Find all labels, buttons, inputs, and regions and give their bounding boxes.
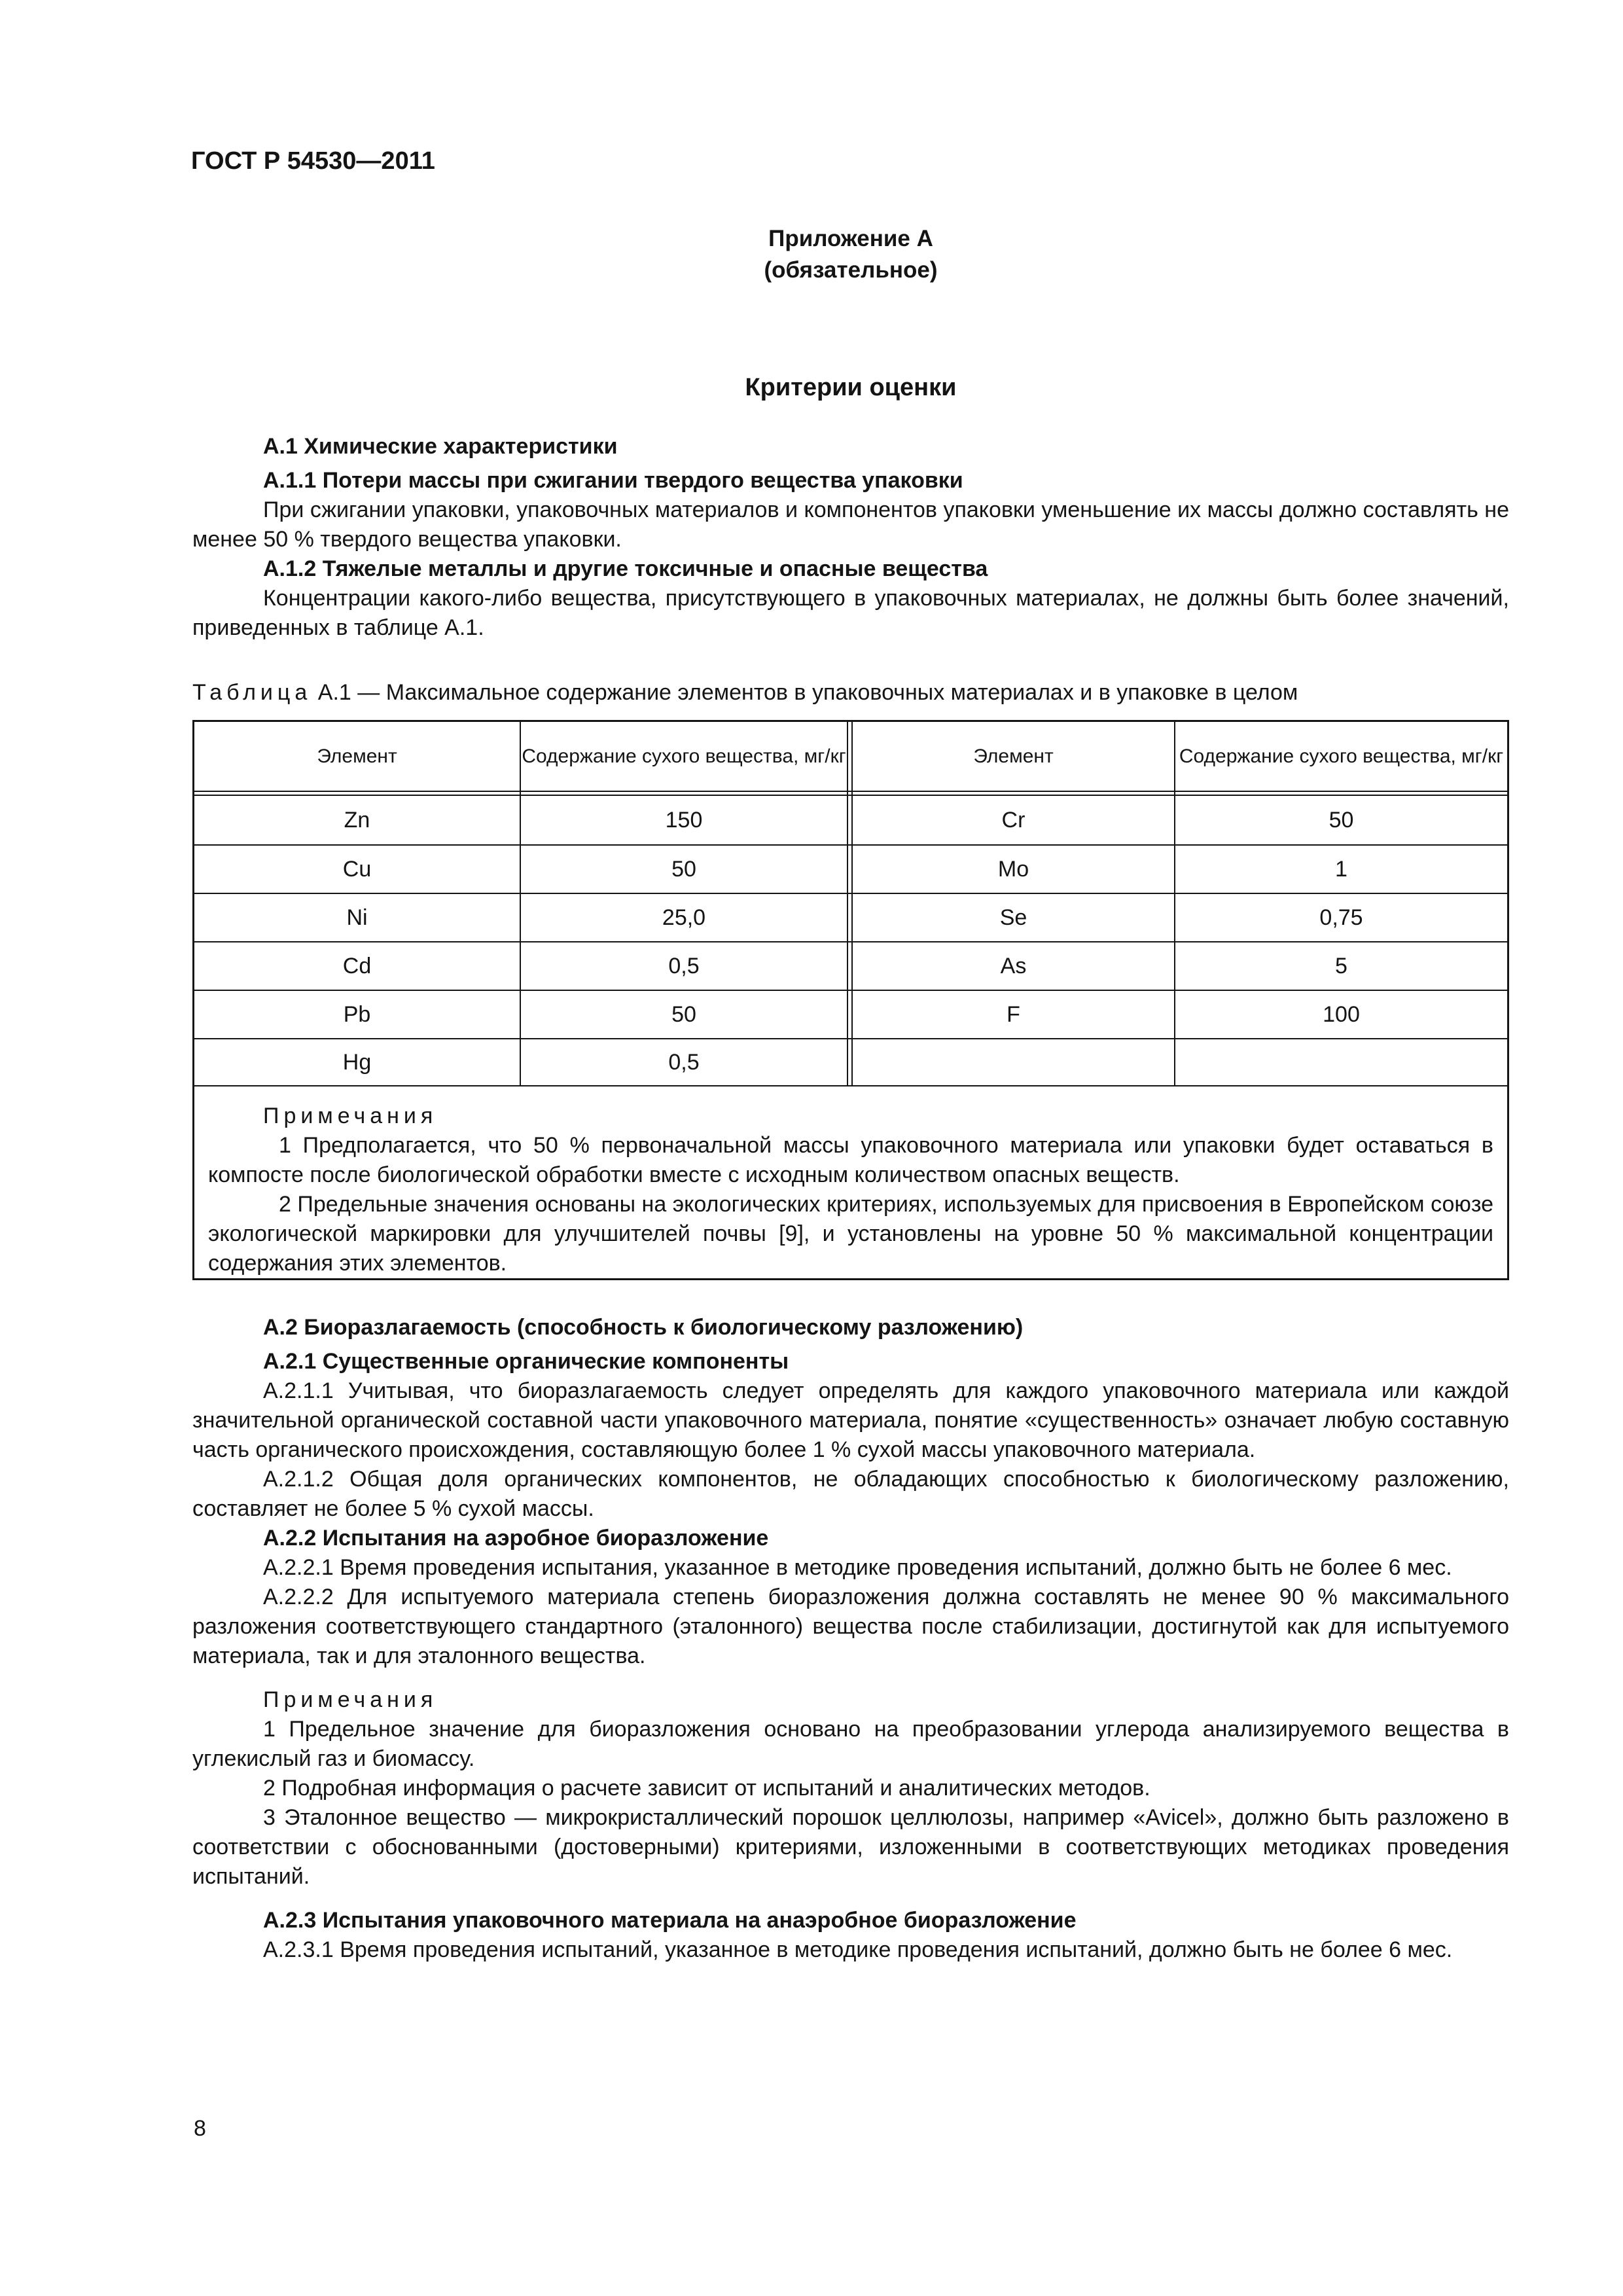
table-cell: As (1000, 953, 1027, 978)
table-cell: Se (999, 905, 1027, 930)
table-caption (192, 678, 1509, 708)
table-cell: 0,5 (668, 1049, 700, 1075)
table-cell: Ni (346, 905, 368, 930)
section-a21-title: А.2.1 Существенные органические компоненты (263, 1349, 789, 1374)
table-header-element-2: Элемент (973, 745, 1054, 767)
paragraph-a211: А.2.1.1 Учитывая, что биоразлагаемость следует определять для каждого упаковочного материала или каждой значительной органической составной части упаковочного материала, понятие «существенность» означает любую составную часть органического происхождения, составляющую более 1 % сухой массы упаковочного материала. (192, 1378, 1509, 1462)
table-cell: 0,5 (668, 953, 700, 978)
table-cell: 150 (665, 807, 703, 833)
section-a22-note: 1 Предельное значение для биоразложения основано на преобразовании углерода анализируемого вещества в углекислый газ и биомассу. (192, 1717, 1509, 1771)
table-header-content-2: Содержание сухого вещества, мг/кг (1179, 745, 1504, 767)
section-a2-title: А.2 Биоразлагаемость (способность к биологическому разложению) (263, 1315, 1024, 1340)
section-a22-title: А.2.2 Испытания на аэробное биоразложение (263, 1526, 769, 1551)
table-notes (208, 1102, 1493, 1278)
table-cell: Cd (342, 953, 372, 978)
table-cell: 0,75 (1319, 905, 1363, 930)
table-cell: 1 (1335, 856, 1347, 882)
section-a22-note: 3 Эталонное вещество — микрокристаллический порошок целлюлозы, например «Avicel», должно быть разложено в соответствии с обоснованными (достоверными) критериями, изложенными в соответствующих методиках проведения испытаний. (192, 1805, 1509, 1889)
annex-title: Приложение А (768, 226, 933, 251)
table-cell: 50 (1329, 807, 1354, 833)
table-notes-title: Примечания (263, 1103, 438, 1128)
table-header-content-1: Содержание сухого вещества, мг/кг (522, 745, 846, 767)
table-cell: 5 (1335, 953, 1347, 978)
annex-type: (обязательное) (764, 257, 938, 283)
paragraph-a212: А.2.1.2 Общая доля органических компонентов, не обладающих способностью к биологическому разложению, составляет не более 5 % сухой массы. (192, 1467, 1509, 1521)
table-note: 2 Предельные значения основаны на экологических критериях, используемых для присвоения в Европейском союзе экологической маркировки для улучшителей почвы [9], и установлены на уровне 50 % максимальной концентрации содержания этих элементов. (208, 1192, 1493, 1276)
table-cell (853, 1039, 1174, 1085)
elements-table (192, 720, 1509, 1280)
table-cell: Cr (1001, 807, 1026, 833)
table-cell: Cu (342, 856, 372, 882)
section-a12-text: Концентрации какого-либо вещества, присутствующего в упаковочных материалах, не должны быть более значений, приведенных в таблице А.1. (192, 586, 1509, 640)
table-cell: Zn (344, 807, 370, 833)
table-cell: Hg (342, 1049, 372, 1075)
table-cell: 50 (671, 1001, 696, 1027)
table-caption-label: Таблица (192, 680, 312, 705)
page-number: 8 (194, 2116, 206, 2141)
paragraph-a222: А.2.2.2 Для испытуемого материала степень биоразложения должна составлять не менее 90 % максимального разложения соответствующего стандартного (эталонного) вещества после стабилизации, достигнутой как для испытуемого материала, так и для эталонного вещества. (192, 1585, 1509, 1668)
section-a2 (192, 1313, 1509, 1965)
section-a22-note: 2 Подробная информация о расчете зависит от испытаний и аналитических методов. (263, 1776, 1150, 1801)
section-a12-title: А.1.2 Тяжелые металлы и другие токсичные и опасные вещества (263, 556, 988, 581)
table-caption-text: А.1 — Максимальное содержание элементов в упаковочных материалах и в упаковке в целом (317, 680, 1298, 705)
section-a11-text: При сжигании упаковки, упаковочных материалов и компонентов упаковки уменьшение их массы должно составлять не менее 50 % твердого вещества упаковки. (192, 497, 1509, 552)
section-a23-title: А.2.3 Испытания упаковочного материала на анаэробное биоразложение (263, 1908, 1077, 1933)
paragraph-a231: А.2.3.1 Время проведения испытаний, указанное в методике проведения испытаний, должно быть не более 6 мес. (263, 1937, 1453, 1962)
annex-heading: Критерии оценки (745, 374, 957, 401)
section-a1 (192, 432, 1509, 643)
table-header-element-1: Элемент (317, 745, 397, 767)
paragraph-a221: А.2.2.1 Время проведения испытания, указанное в методике проведения испытаний, должно быть не более 6 мес. (263, 1555, 1452, 1580)
table-cell: Pb (343, 1001, 371, 1027)
section-a22-notes-title: Примечания (263, 1687, 438, 1712)
table-cell: F (1007, 1001, 1020, 1027)
table-cell: 100 (1323, 1001, 1360, 1027)
table-cell: Mo (997, 856, 1029, 882)
table-cell (1175, 1039, 1507, 1085)
document-header: ГОСТ Р 54530—2011 (191, 147, 435, 175)
section-a1-title: А.1 Химические характеристики (263, 434, 618, 459)
table-cell: 50 (671, 856, 696, 882)
table-cell: 25,0 (662, 905, 706, 930)
section-a11-title: А.1.1 Потери массы при сжигании твердого вещества упаковки (263, 468, 963, 493)
table-note: 1 Предполагается, что 50 % первоначальной массы упаковочного материала или упаковки будет оставаться в компосте после биологической обработки вместе с исходным количеством опасных веществ. (208, 1133, 1493, 1187)
